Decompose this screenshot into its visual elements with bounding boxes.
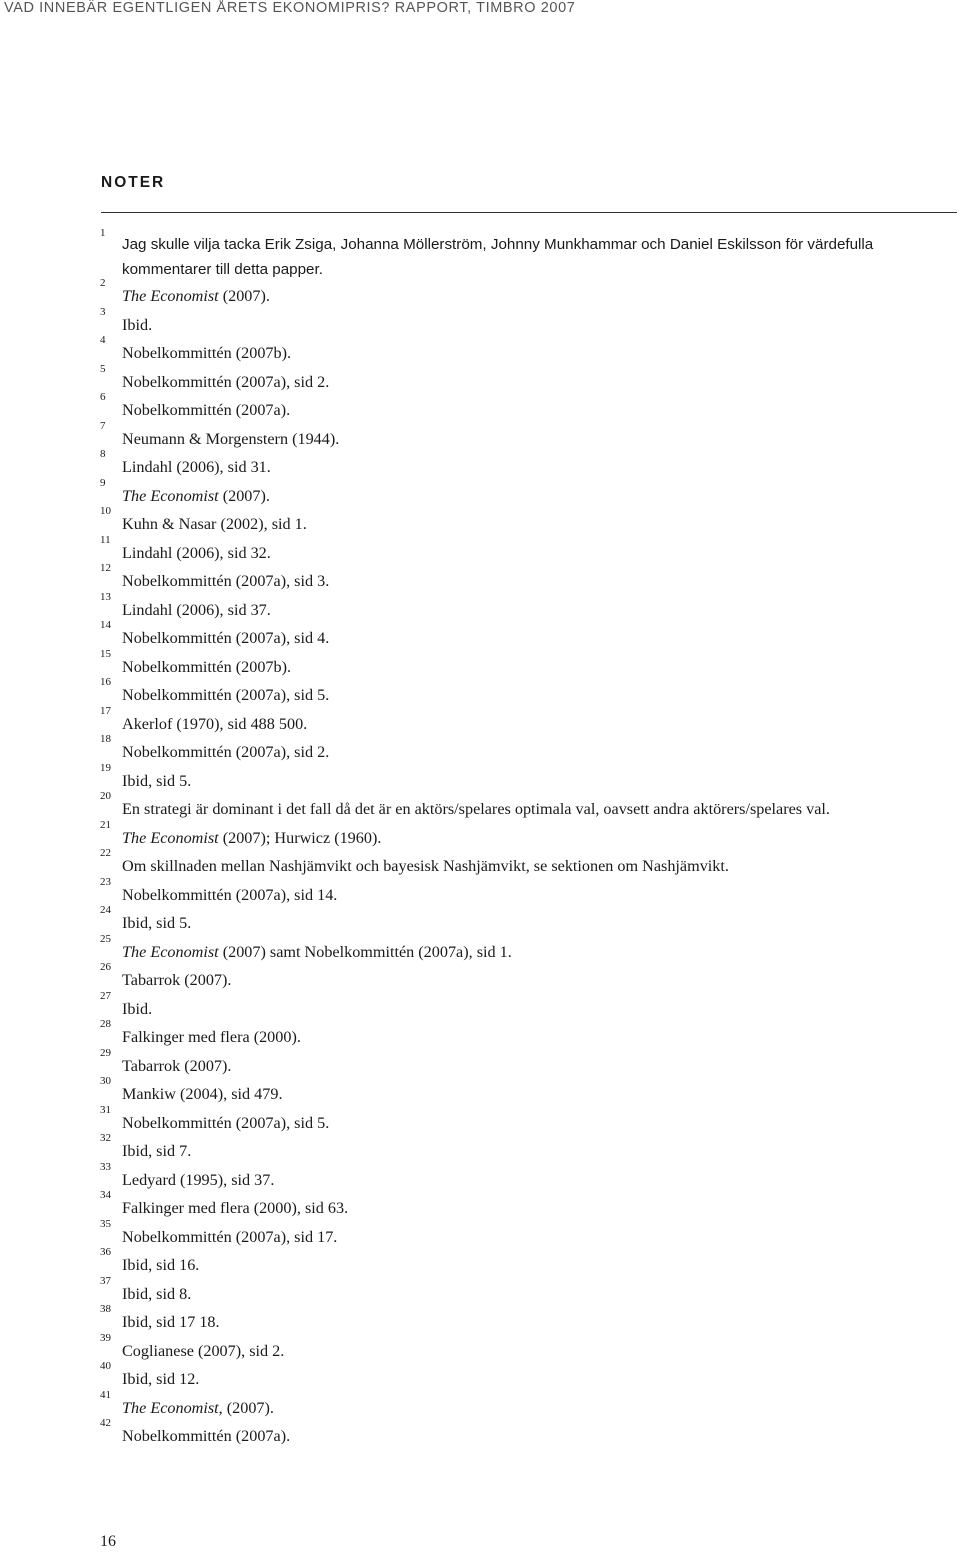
footnote-number: 14 — [100, 619, 111, 631]
footnote-text-part: Ledyard (1995), sid 37. — [122, 1170, 275, 1189]
footnote-number: 21 — [100, 818, 111, 831]
footnote-text — [122, 1137, 930, 1166]
footnote-text — [122, 339, 930, 368]
footnote-number: 26 — [100, 961, 111, 973]
footnote-text — [122, 368, 930, 397]
footnote-number: 42 — [100, 1417, 111, 1429]
footnote-number: 24 — [100, 904, 111, 916]
footnote-text-part: (2007) samt Nobelkommittén (2007a), sid 1. — [218, 942, 512, 961]
footnote-text-part: Nobelkommittén (2007a), sid 2. — [122, 743, 330, 761]
footnote-number: 11 — [100, 533, 111, 546]
footnote-text-part: Lindahl (2006), sid 32. — [122, 543, 271, 562]
footnote-number: 27 — [100, 989, 111, 1002]
footnote-text — [122, 1251, 930, 1280]
footnote-text — [122, 881, 930, 910]
footnote-number: 34 — [100, 1189, 111, 1201]
footnote-text — [122, 681, 930, 710]
footnote-text-part: Nobelkommittén (2007a). — [122, 1427, 291, 1445]
footnote-text-part: Om skillnaden mellan Nashjämvikt och bayesisk Nashjämvikt, se sektionen om Nashjämvikt. — [122, 857, 729, 875]
footnote-text-part: Jag skulle vilja tacka Erik Zsiga, Johanna Möllerström, Johnny Munkhammar och Daniel Eskilsson för värdefulla kommentarer till detta papper. — [122, 236, 874, 278]
footnote-number: 8 — [100, 448, 106, 460]
footnote-text — [122, 510, 930, 539]
footnote — [100, 419, 930, 454]
footnote-text-part: Kuhn & Nasar (2002), sid 1. — [122, 515, 307, 533]
footnote-text — [122, 539, 930, 568]
footnote-text-part: Ibid, sid 12. — [122, 1370, 200, 1388]
footnote-text — [122, 1308, 930, 1337]
footnote-text-part: Neumann & Morgenstern (1944). — [122, 429, 340, 448]
section-title: NOTER — [101, 174, 166, 191]
footnote — [100, 533, 930, 568]
footnote-text-part: (2007). — [218, 287, 270, 305]
footnote — [100, 818, 930, 853]
footnote — [100, 505, 930, 539]
footnote-number: 18 — [100, 733, 111, 745]
footnote-text — [122, 1337, 930, 1366]
footnote-number: 17 — [100, 704, 111, 717]
footnote — [100, 562, 930, 596]
footnote-text-part: Nobelkommittén (2007a), sid 5. — [122, 1113, 330, 1132]
footnote — [100, 932, 930, 967]
footnote-number: 20 — [100, 790, 111, 802]
footnote-text-part: Ibid. — [122, 315, 153, 334]
footnote-number: 35 — [100, 1217, 111, 1230]
footnote-number: 32 — [100, 1132, 111, 1144]
footnote-number: 9 — [100, 476, 106, 489]
footnote-title-italic: The Economist — [122, 1398, 219, 1417]
footnote-text — [122, 767, 930, 796]
footnote — [100, 1018, 930, 1052]
footnote-text — [122, 738, 930, 767]
footnote-number: 1 — [100, 227, 106, 239]
footnote-text-part: Nobelkommittén (2007a), sid 4. — [122, 629, 330, 647]
footnote-text — [122, 1280, 930, 1309]
footnote-text-part: Nobelkommittén (2007a). — [122, 401, 291, 419]
footnote-text — [122, 1394, 930, 1423]
footnote-text — [122, 1223, 930, 1252]
footnote-text-part: Ibid, sid 5. — [122, 914, 192, 932]
footnote — [100, 875, 930, 910]
footnote — [100, 1103, 930, 1138]
footnote — [100, 1360, 930, 1394]
footnote-text-part: Falkinger med flera (2000). — [122, 1028, 301, 1046]
footnote-number: 7 — [100, 419, 106, 432]
footnote-text-part: En strategi är dominant i det fall då det är en aktörs/spelares optimala val, oavsett andra aktörers/spelares val. — [122, 800, 830, 818]
footnote-text — [122, 1052, 930, 1081]
footnote — [100, 334, 930, 368]
footnote-title-italic: The Economist — [122, 287, 219, 305]
footnote — [100, 904, 930, 938]
footnote — [100, 733, 930, 767]
footnote-number: 22 — [100, 847, 111, 859]
footnote-text — [122, 624, 930, 653]
running-header: VAD INNEBÄR EGENTLIGEN ÅRETS EKONOMIPRIS? RAPPORT, TIMBRO 2007 — [4, 0, 576, 16]
footnote-text-part: Nobelkommittén (2007a), sid 14. — [122, 885, 338, 904]
footnote-text-part: (2007). — [218, 486, 270, 505]
footnote — [100, 989, 930, 1024]
page-number: 16 — [100, 1533, 116, 1550]
footnote — [100, 704, 930, 739]
footnote-text-part: Nobelkommittén (2007a), sid 2. — [122, 372, 330, 391]
footnote — [100, 1189, 930, 1223]
footnote-number: 3 — [100, 305, 106, 318]
footnote — [100, 1274, 930, 1309]
footnote — [100, 961, 930, 995]
footnote — [100, 1046, 930, 1081]
footnote — [100, 1246, 930, 1280]
footnote — [100, 619, 930, 653]
footnote-text — [122, 567, 930, 596]
footnote — [100, 1388, 930, 1423]
footnote-number: 23 — [100, 875, 111, 888]
footnote-text-part: Nobelkommittén (2007a), sid 3. — [122, 572, 330, 590]
footnote-text-part: Nobelkommittén (2007a), sid 5. — [122, 686, 330, 704]
footnote — [100, 448, 930, 482]
footnote — [100, 590, 930, 625]
footnote-number: 37 — [100, 1274, 111, 1287]
footnote-text — [122, 453, 930, 482]
footnote-text-part: Falkinger med flera (2000), sid 63. — [122, 1199, 349, 1217]
footnote-text-part: Tabarrok (2007). — [122, 971, 232, 989]
footnote-title-italic: The Economist — [122, 828, 219, 847]
footnote-number: 19 — [100, 761, 111, 774]
section-divider — [101, 212, 957, 213]
footnote — [100, 391, 930, 425]
footnote-text — [122, 311, 930, 340]
footnote — [100, 227, 930, 282]
footnote-text — [122, 1194, 930, 1223]
footnote-text — [122, 425, 930, 454]
footnote — [100, 1217, 930, 1252]
footnote-text — [122, 938, 930, 967]
footnote-text — [122, 1109, 930, 1138]
footnote-text — [122, 909, 930, 938]
footnote-text-part: Akerlof (1970), sid 488 500. — [122, 714, 308, 733]
footnote-title-italic: The Economist — [122, 942, 219, 961]
footnote — [100, 790, 930, 824]
footnote-text-part: Nobelkommittén (2007b). — [122, 657, 292, 676]
footnote-number: 25 — [100, 932, 111, 945]
footnote-text — [122, 710, 930, 739]
footnote-number: 16 — [100, 676, 111, 688]
footnote-number: 5 — [100, 362, 106, 375]
footnote-number: 36 — [100, 1246, 111, 1258]
footnote-text — [122, 1023, 930, 1052]
footnote-text — [122, 1422, 930, 1451]
footnote — [100, 362, 930, 397]
footnote-text — [122, 995, 930, 1024]
footnote-number: 41 — [100, 1388, 111, 1401]
footnote-text — [122, 852, 930, 881]
footnote-number: 15 — [100, 647, 111, 660]
footnote-number: 10 — [100, 505, 111, 517]
footnote-text-part: (2007); Hurwicz (1960). — [218, 828, 382, 847]
footnote-number: 12 — [100, 562, 111, 574]
footnote-text-part: Ibid, sid 7. — [122, 1142, 192, 1160]
footnote-number: 39 — [100, 1331, 111, 1344]
footnote — [100, 305, 930, 340]
footnote-text-part: Ibid. — [122, 999, 153, 1018]
footnote-text-part: Ibid, sid 5. — [122, 771, 192, 790]
footnote-number: 40 — [100, 1360, 111, 1372]
footnote-text-part: Ibid, sid 8. — [122, 1284, 192, 1303]
footnote-number: 2 — [100, 277, 106, 289]
footnote-number: 13 — [100, 590, 111, 603]
footnote-text-part: Tabarrok (2007). — [122, 1056, 232, 1075]
footnote — [100, 676, 930, 710]
footnote-text — [122, 653, 930, 682]
footnote-text-part: Lindahl (2006), sid 37. — [122, 600, 271, 619]
footnote-title-italic: The Economist — [122, 486, 219, 505]
footnote-number: 6 — [100, 391, 106, 403]
footnote-text — [122, 795, 930, 824]
footnote-text — [122, 824, 930, 853]
footnote-text — [122, 282, 930, 311]
footnote-text-part: Coglianese (2007), sid 2. — [122, 1341, 285, 1360]
footnote — [100, 1303, 930, 1337]
footnote — [100, 761, 930, 796]
footnote — [100, 1132, 930, 1166]
footnote-text-part: , (2007). — [218, 1398, 274, 1417]
footnote-text — [122, 1365, 930, 1394]
footnote-text — [122, 232, 930, 282]
footnotes-list — [100, 227, 930, 1451]
footnote-text — [122, 966, 930, 995]
footnote-number: 30 — [100, 1075, 111, 1087]
footnote — [100, 1417, 930, 1451]
footnote — [100, 1331, 930, 1366]
footnote — [100, 847, 930, 881]
footnote-text — [122, 1080, 930, 1109]
footnote-text-part: Mankiw (2004), sid 479. — [122, 1085, 283, 1103]
footnote — [100, 476, 930, 511]
footnote-number: 31 — [100, 1103, 111, 1116]
footnote-text-part: Lindahl (2006), sid 31. — [122, 458, 271, 476]
footnote-text — [122, 1166, 930, 1195]
footnote-text-part: Ibid, sid 16. — [122, 1256, 200, 1274]
footnote-text — [122, 396, 930, 425]
footnote-number: 29 — [100, 1046, 111, 1059]
footnote — [100, 647, 930, 682]
footnote-text-part: Ibid, sid 17 18. — [122, 1313, 220, 1331]
footnote — [100, 1160, 930, 1195]
footnote-text-part: Nobelkommittén (2007b). — [122, 344, 292, 362]
footnote — [100, 277, 930, 311]
footnote-number: 4 — [100, 334, 106, 346]
footnote-number: 33 — [100, 1160, 111, 1173]
footnote-text — [122, 596, 930, 625]
footnote-text — [122, 482, 930, 511]
footnote — [100, 1075, 930, 1109]
footnote-number: 38 — [100, 1303, 111, 1315]
footnote-number: 28 — [100, 1018, 111, 1030]
footnote-text-part: Nobelkommittén (2007a), sid 17. — [122, 1227, 338, 1246]
